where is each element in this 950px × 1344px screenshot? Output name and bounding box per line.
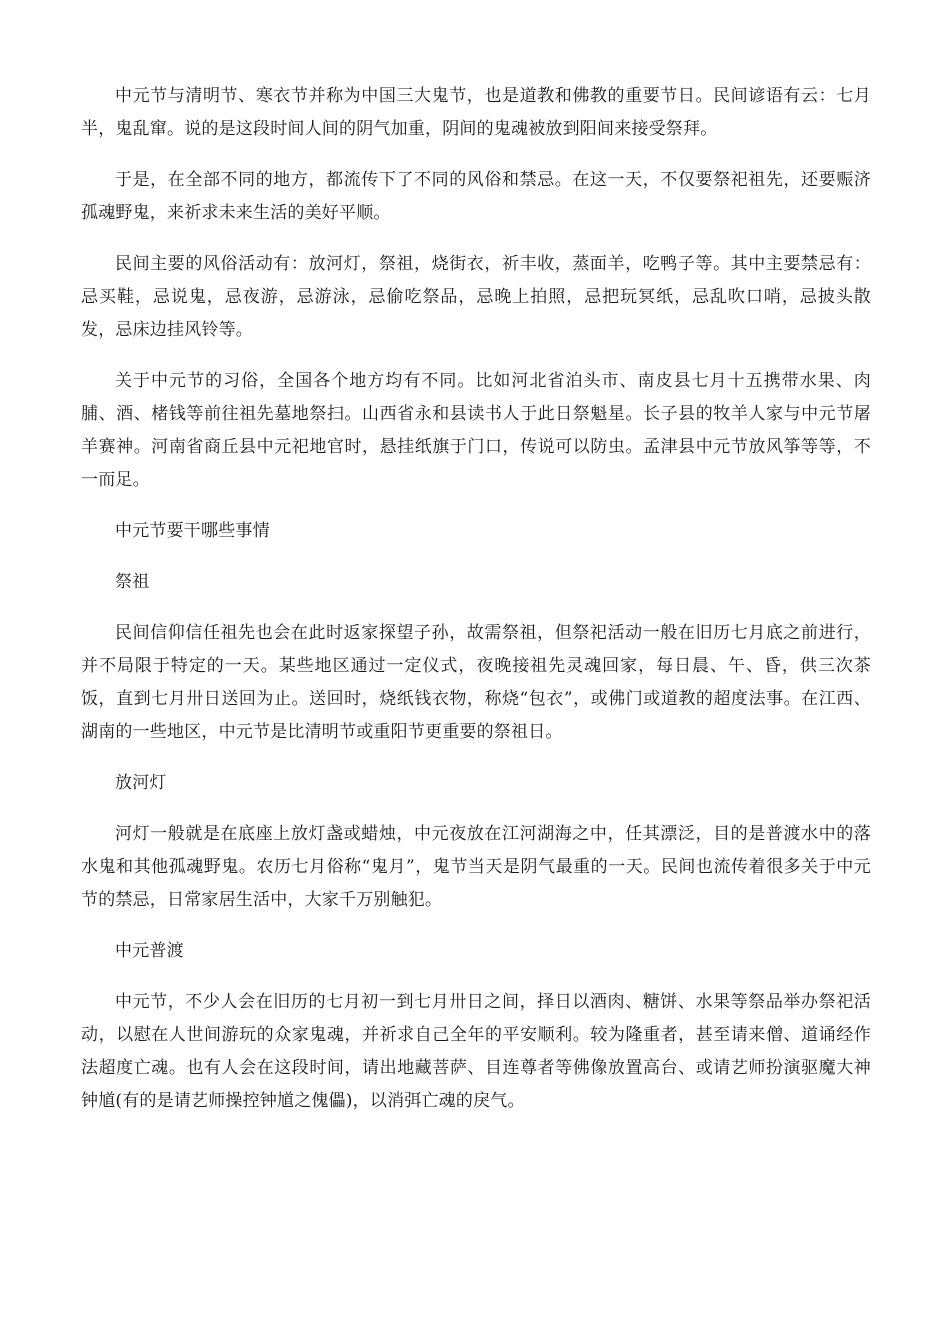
section-heading-river-lanterns: 放河灯 (115, 773, 167, 793)
paragraph-ancestor-worship: 民间信仰信任祖先也会在此时返家探望子孙，故需祭祖，但祭祀活动一般在旧历七月底之前进行，并不局限于特定的一天。某些地区通过一定仪式，夜晚接祖先灵魂回家，每日晨、午、昏，供三次茶饭，直到七月卅日送回为止。送回时，烧纸钱衣物，称烧“包衣”，或佛门或道教的超度法事。在江西、湖南的一些地区，中元节是比清明节或重阳节更重要的祭祖日。 (81, 623, 871, 742)
section-heading-universal-salvation: 中元普渡 (115, 941, 184, 961)
paragraph-customs-taboos: 于是，在全部不同的地方，都流传下了不同的风俗和禁忌。在这一天，不仅要祭祀祖先，还要赈济孤魂野鬼，来祈求未来生活的美好平顺。 (81, 170, 871, 223)
document-body (81, 80, 871, 1136)
paragraph-universal-salvation: 中元节，不少人会在旧历的七月初一到七月卅日之间，择日以酒肉、糖饼、水果等祭品举办祭祀活动，以慰在人世间游玩的众家鬼魂，并祈求自己全年的平安顺利。较为隆重者，甚至请来僧、道诵经作法超度亡魂。也有人会在这段时间，请出地藏菩萨、目连尊者等佛像放置高台、或请艺师扮演驱魔大神钟馗(有的是请艺师操控钟馗之傀儡)，以消弭亡魂的戾气。 (81, 992, 871, 1111)
section-heading-ancestor-worship: 祭祖 (115, 572, 150, 592)
paragraph-activities: 民间主要的风俗活动有：放河灯，祭祖，烧街衣，祈丰收，蒸面羊，吃鸭子等。其中主要禁忌有：忌买鞋，忌说鬼，忌夜游，忌游泳，忌偷吃祭品，忌晚上拍照，忌把玩冥纸，忌乱吹口哨，忌披头散发，忌床边挂风铃等。 (81, 254, 871, 340)
paragraph-intro: 中元节与清明节、寒衣节并称为中国三大鬼节，也是道教和佛教的重要节日。民间谚语有云：七月半，鬼乱窜。说的是这段时间人间的阴气加重，阴间的鬼魂被放到阳间来接受祭拜。 (81, 86, 871, 139)
paragraph-river-lanterns: 河灯一般就是在底座上放灯盏或蜡烛，中元夜放在江河湖海之中，任其漂泛，目的是普渡水中的落水鬼和其他孤魂野鬼。农历七月俗称“鬼月”，鬼节当天是阴气最重的一天。民间也流传着很多关于中元节的禁忌，日常家居生活中，大家千万别触犯。 (81, 824, 871, 910)
section-heading-what-to-do: 中元节要干哪些事情 (115, 521, 270, 541)
paragraph-regional-customs: 关于中元节的习俗，全国各个地方均有不同。比如河北省泊头市、南皮县七月十五携带水果、肉脯、酒、楮钱等前往祖先墓地祭扫。山西省永和县读书人于此日祭魁星。长子县的牧羊人家与中元节屠羊赛神。河南省商丘县中元祀地官时，悬挂纸旗于门口，传说可以防虫。孟津县中元节放风筝等等，不一而足。 (81, 371, 871, 490)
